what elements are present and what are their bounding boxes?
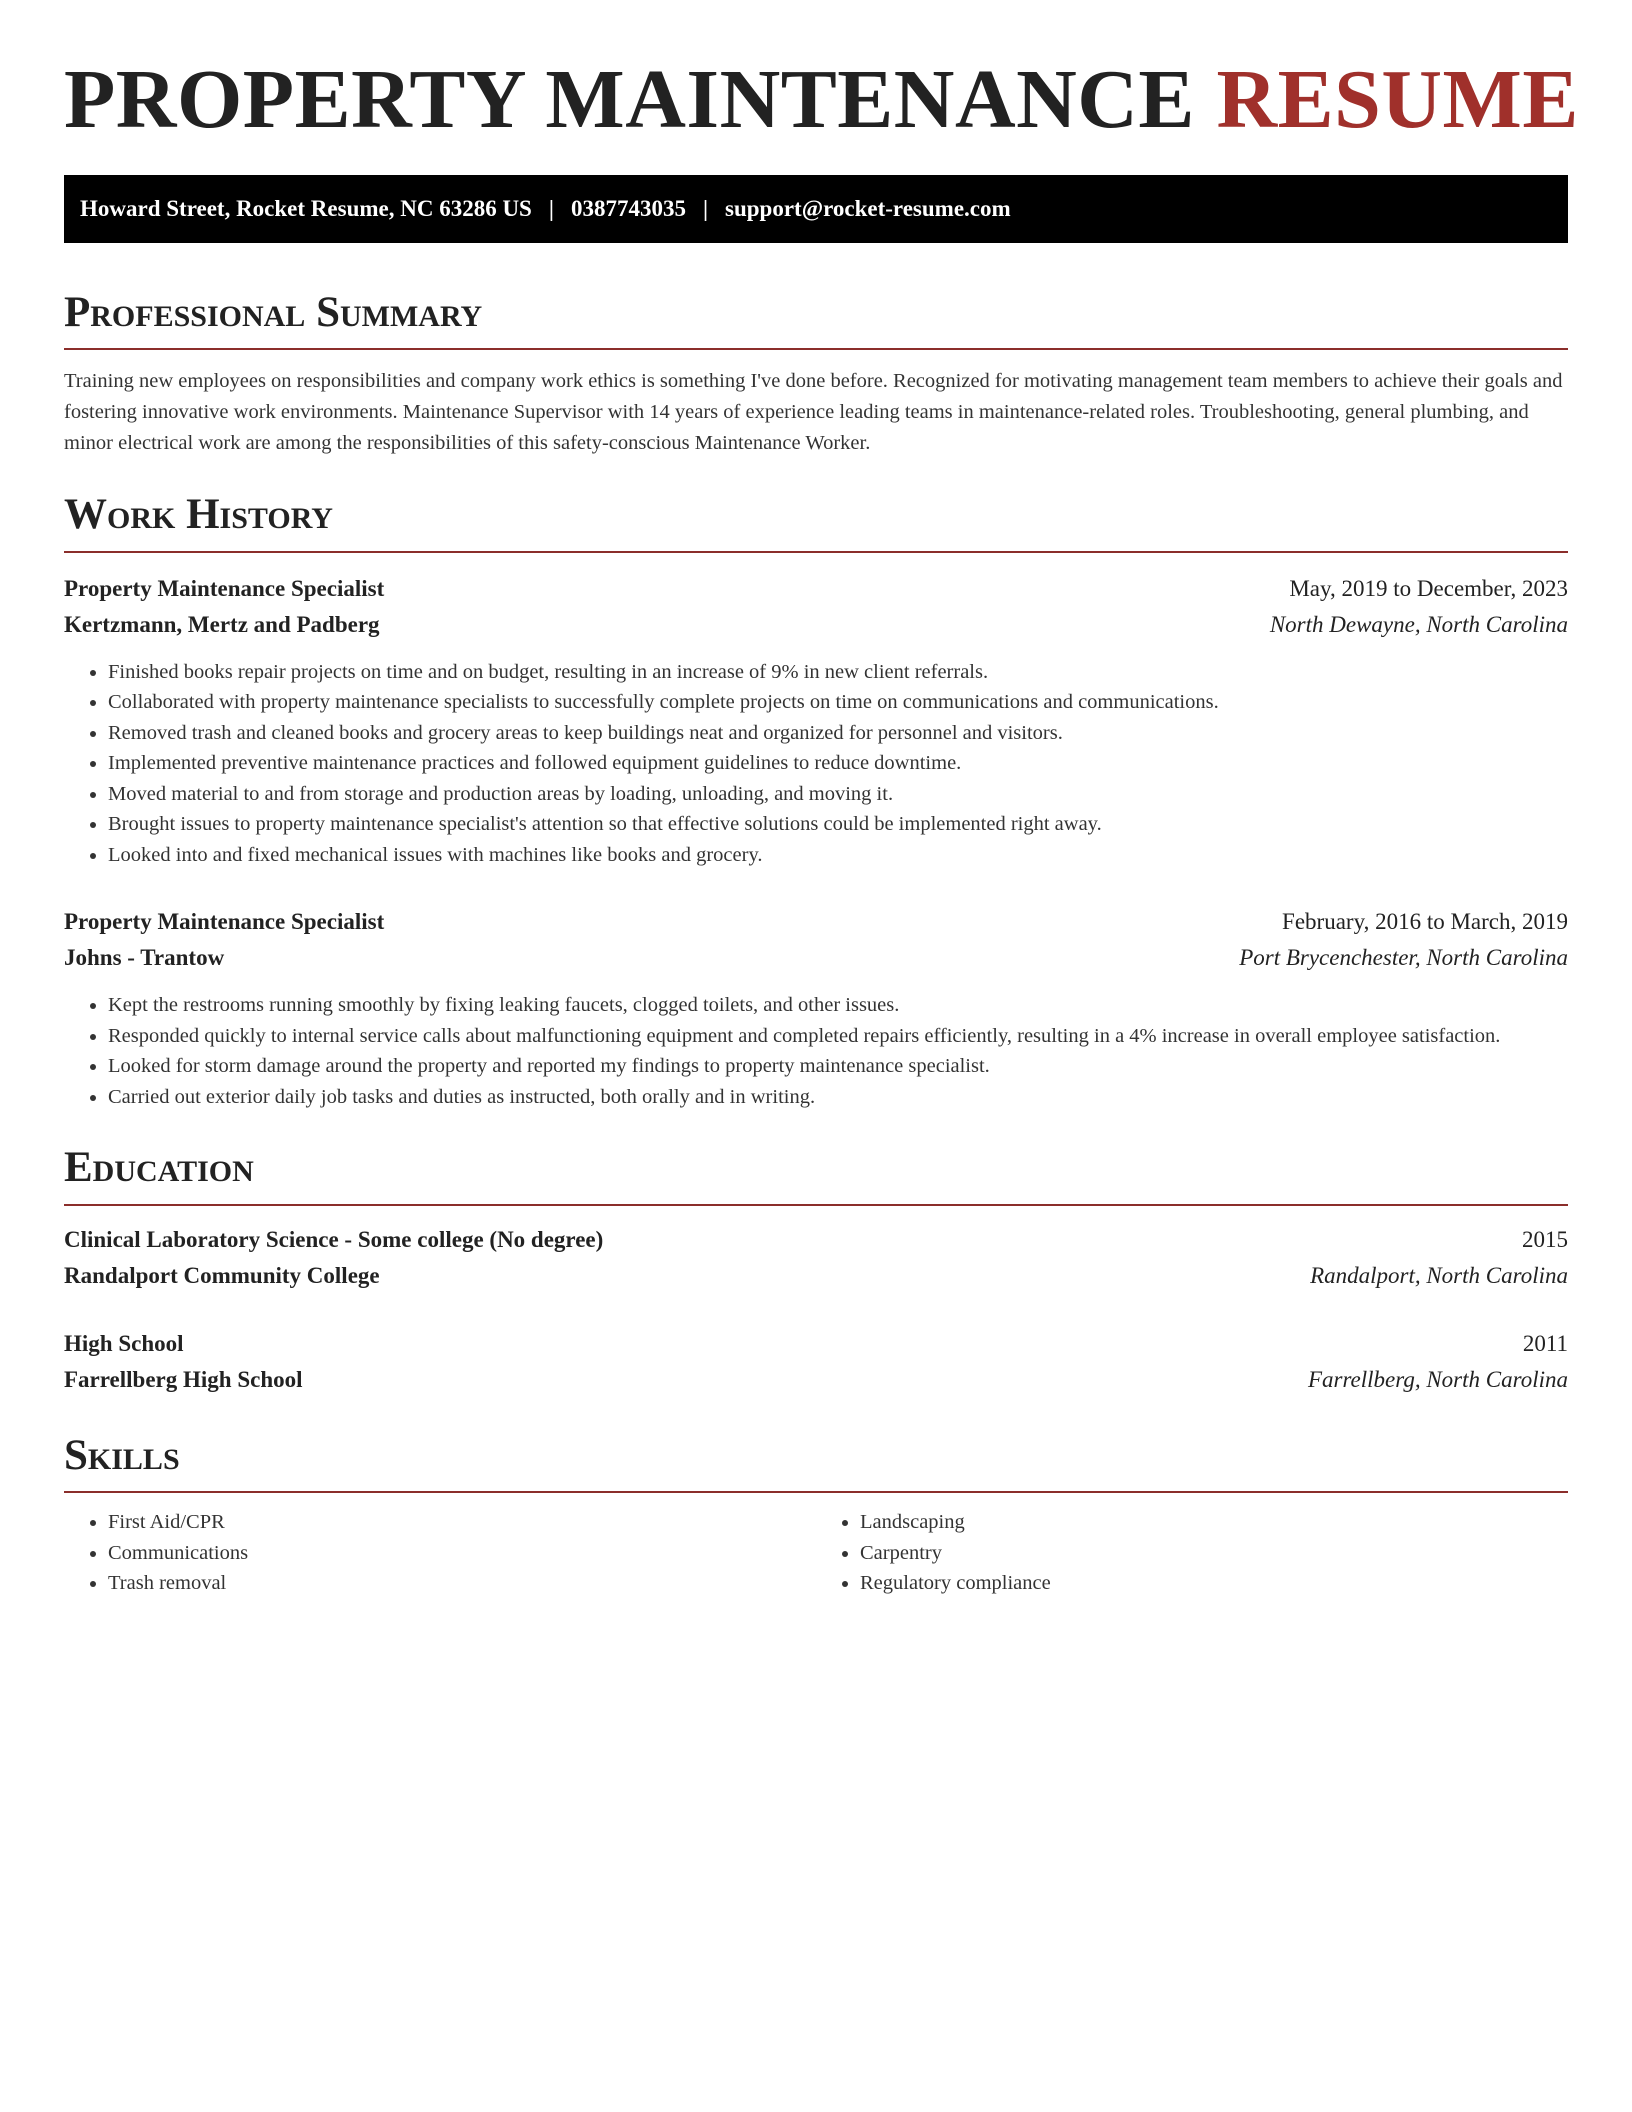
contact-email[interactable]: support@rocket-resume.com <box>725 195 1011 221</box>
job-company: Kertzmann, Mertz and Padberg <box>64 611 380 637</box>
work-history-section <box>64 489 1568 1112</box>
skills-list-left <box>64 1507 816 1599</box>
skills-section <box>64 1430 1568 1599</box>
job-dates: February, 2016 to March, 2019 <box>1282 909 1568 935</box>
job-bullet: • Implemented preventive maintenance practices and followed equipment guidelines to reduce downtime. <box>108 748 1568 779</box>
job-company-row <box>64 607 1568 643</box>
job-bullet: • Moved material to and from storage and production areas by loading, unloading, and moving it. <box>108 779 1568 810</box>
skills-list-right <box>816 1507 1568 1599</box>
job-bullet: • Carried out exterior daily job tasks and duties as instructed, both orally and in writing. <box>108 1082 1568 1113</box>
job-title: Property Maintenance Specialist <box>64 909 385 935</box>
education-year: 2015 <box>1522 1226 1568 1252</box>
contact-address: Howard Street, Rocket Resume, NC 63286 US <box>80 195 532 221</box>
section-divider <box>64 1491 1568 1493</box>
education-header-row <box>64 1326 1568 1362</box>
education-entry <box>64 1222 1568 1294</box>
section-heading-education: Education <box>64 1144 254 1192</box>
section-heading-work: Work History <box>64 491 333 539</box>
job-location: Port Brycenchester, North Carolina <box>1239 945 1568 971</box>
education-entry <box>64 1326 1568 1398</box>
education-location: Randalport, North Carolina <box>1310 1262 1568 1288</box>
section-heading-summary: Professional Summary <box>64 288 483 336</box>
job-bullet: • Kept the restrooms running smoothly by fixing leaking faucets, clogged toilets, and other issues. <box>108 990 1568 1021</box>
skill-item: • First Aid/CPR <box>108 1507 816 1538</box>
education-header-row <box>64 1222 1568 1258</box>
skill-item: • Communications <box>108 1538 816 1569</box>
job-bullets <box>64 990 1568 1112</box>
education-school: Farrellberg High School <box>64 1366 303 1392</box>
skill-item: • Landscaping <box>860 1507 1568 1538</box>
education-degree: Clinical Laboratory Science - Some college (No degree) <box>64 1226 604 1252</box>
education-school: Randalport Community College <box>64 1262 380 1288</box>
education-school-row <box>64 1258 1568 1294</box>
skill-item: • Trash removal <box>108 1568 816 1599</box>
job-company-row <box>64 940 1568 976</box>
education-school-row <box>64 1362 1568 1398</box>
resume-title <box>64 52 1579 149</box>
job-bullet: • Brought issues to property maintenance specialist's attention so that effective solutions could be implemented right away. <box>108 809 1568 840</box>
job-header-row <box>64 904 1568 940</box>
title-accent: RESUME <box>1216 53 1579 146</box>
skill-item: • Regulatory compliance <box>860 1568 1568 1599</box>
job-bullet: • Collaborated with property maintenance specialists to successfully complete projects on time on communications and communications. <box>108 687 1568 718</box>
job-bullets <box>64 657 1568 871</box>
job-entry <box>64 904 1568 1112</box>
job-company: Johns - Trantow <box>64 945 225 971</box>
job-bullet: • Removed trash and cleaned books and grocery areas to keep buildings neat and organized for personnel and visitors. <box>108 718 1568 749</box>
job-bullet: • Finished books repair projects on time and on budget, resulting in an increase of 9% in new client referrals. <box>108 657 1568 688</box>
job-entry <box>64 571 1568 871</box>
job-title: Property Maintenance Specialist <box>64 575 385 601</box>
summary-section <box>64 287 1568 460</box>
job-bullet: • Looked for storm damage around the property and reported my findings to property maintenance specialist. <box>108 1051 1568 1082</box>
title-main: PROPERTY MAINTENANCE <box>64 53 1195 146</box>
education-location: Farrellberg, North Carolina <box>1307 1366 1568 1392</box>
section-divider <box>64 348 1568 350</box>
job-bullet: • Responded quickly to internal service calls about malfunctioning equipment and completed repairs efficiently, resulting in a 4% increase in overall employee satisfaction. <box>108 1021 1568 1052</box>
section-divider <box>64 1204 1568 1206</box>
job-location: North Dewayne, North Carolina <box>1269 611 1568 637</box>
skill-item: • Carpentry <box>860 1538 1568 1569</box>
contact-separator: | <box>702 195 709 221</box>
summary-text: Training new employees on responsibilities and company work ethics is something I've done before. Recognized for motivating management team members to achieve their goals and fostering innovative work environments. Maintenance Supervisor with 14 years of experience leading teams in maintenance-related roles. Troubleshooting, general plumbing, and minor electrical work are among the responsibilities of this safety-conscious Maintenance Worker. <box>64 370 1563 455</box>
contact-bar <box>64 175 1568 243</box>
job-bullet: • Looked into and fixed mechanical issues with machines like books and grocery. <box>108 840 1568 871</box>
education-section <box>64 1142 1568 1398</box>
section-divider <box>64 551 1568 553</box>
skills-columns <box>64 1507 1568 1599</box>
contact-separator: | <box>548 195 554 221</box>
education-year: 2011 <box>1522 1330 1568 1356</box>
job-dates: May, 2019 to December, 2023 <box>1289 575 1568 601</box>
section-heading-skills: Skills <box>64 1431 180 1479</box>
contact-phone: 0387743035 <box>570 195 686 221</box>
job-header-row <box>64 571 1568 607</box>
education-degree: High School <box>64 1330 184 1356</box>
